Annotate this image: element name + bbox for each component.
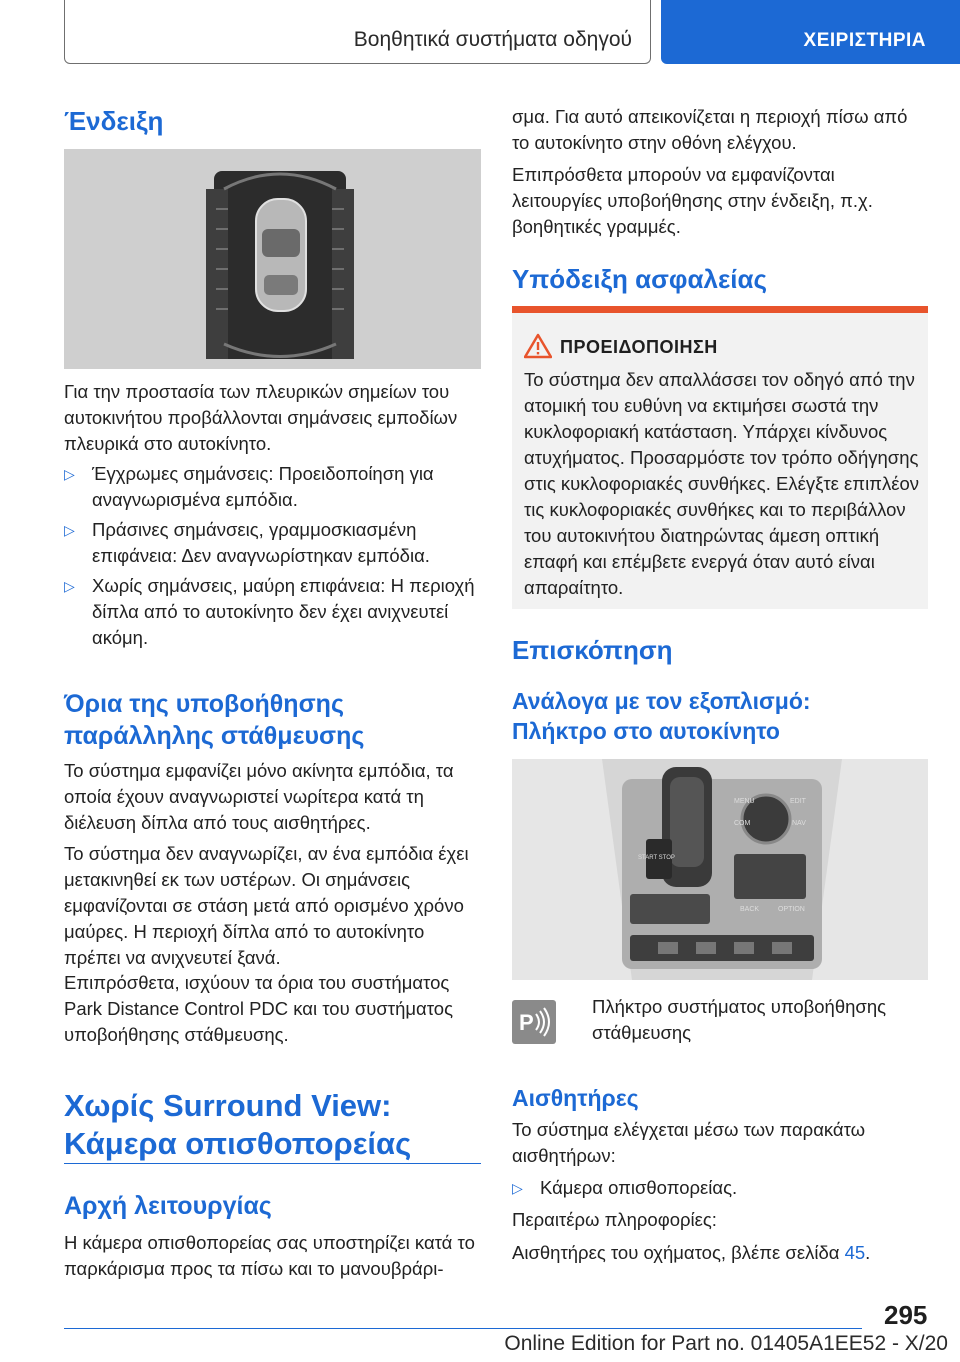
center-console-illustration — [512, 759, 928, 980]
camera-heading-line-1: Χωρίς Surround View: — [64, 1088, 392, 1123]
camera-heading — [64, 1087, 481, 1163]
equipment-heading-line-1: Ανάλογα με τον εξοπλισμό: — [512, 688, 811, 714]
svg-text:P: P — [519, 1010, 534, 1035]
safety-heading: Υπόδειξη ασφαλείας — [512, 264, 768, 294]
reference-text: Αισθητήρες του οχήματος, βλέπε σελίδα — [512, 1242, 845, 1263]
page-number: 295 — [884, 1300, 928, 1330]
limits-paragraph-1: Το σύστημα εμφανίζει μόνο ακίνητα εμπόδια, τα οποία έχουν αναγνωριστεί νωρίτερα κατά τη διέλευση δίπλα από τους αισθητήρες. — [64, 760, 454, 833]
sensors-reference — [512, 1240, 928, 1266]
display-text: Για την προστασία των πλευρικών σημείων του αυτοκινήτου προβάλλονται σημάνσεις εμποδίων πλευρικά στο αυτοκίνητο. — [64, 381, 458, 454]
principle-text: Η κάμερα οπισθοπορείας σας υποστηρίζει κατά το παρκάρισμα προς τα πίσω και το μανουβράρι- — [64, 1232, 475, 1279]
section-divider — [64, 1163, 481, 1164]
console-label-com: COM — [734, 820, 751, 827]
equipment-heading-line-2: Πλήκτρο στο αυτοκίνητο — [512, 718, 780, 744]
reference-end: . — [865, 1242, 871, 1263]
footer-edition: Online Edition for Part no. 01405A1EE52 - X/20 — [504, 1332, 948, 1355]
console-label-back: BACK — [740, 906, 760, 913]
header-section-tab — [64, 0, 651, 64]
console-label-option: OPTION — [778, 906, 805, 913]
more-info-label: Περαιτέρω πληροφορίες: — [512, 1209, 717, 1230]
equipment-heading — [512, 686, 928, 746]
overview-heading: Επισκόπηση — [512, 635, 673, 665]
camera-heading-line-2: Κάμερα οπισθοπορείας — [64, 1126, 412, 1161]
list-item-text: Πράσινες σημάνσεις, γραμμοσκιασμένη επιφάνεια: Δεν αναγνωρίστηκαν εμπόδια. — [92, 519, 430, 566]
parking-assist-button-icon — [512, 1000, 556, 1044]
list-item — [64, 517, 481, 569]
warning-text: Το σύστημα δεν απαλλάσσει τον οδηγό από την ατομική του ευθύνη να εκτιμήσει σωστά την κυκλοφοριακή κατάσταση. Υπάρχει κίνδυνος ατυχήματος. Προσαρμόστε τον τρόπο οδήγησης στις κυκλοφοριακές συνθήκες. Ελέγξτε επιπλέον τις κυκλοφοριακές συνθήκες και το περιβάλλον του αυτοκινήτου διατηρώντας άμεση οπτική επαφή και επέμβετε ενεργά όταν αυτό είναι απαραίτητο. — [524, 369, 919, 598]
footer-divider — [64, 1328, 862, 1329]
parking-display-illustration — [64, 149, 481, 369]
list-item-text: Έγχρωμες σημάνσεις: Προειδοποίηση για αναγνωρισμένα εμπόδια. — [92, 463, 434, 510]
header-chapter-title: ΧΕΙΡΙΣΤΗΡΙΑ — [803, 30, 926, 51]
display-heading: Ένδειξη — [64, 106, 164, 136]
console-label-menu: MENU — [734, 798, 755, 805]
warning-box — [512, 306, 928, 609]
bullet-triangle-icon: ▷ — [64, 522, 75, 538]
page-link[interactable]: 45 — [844, 1242, 866, 1263]
console-label-start-stop: START STOP — [638, 855, 675, 861]
bullet-triangle-icon: ▷ — [64, 466, 75, 482]
sensors-text: Το σύστημα ελέγχεται μέσω των παρακάτω αισθητήρων: — [512, 1119, 866, 1166]
list-item — [64, 461, 481, 513]
console-label-edit: EDIT — [790, 798, 806, 805]
list-item-text: Κάμερα οπισθοπορείας. — [540, 1177, 738, 1198]
list-item — [512, 1175, 928, 1201]
header-chapter-tab[interactable] — [661, 0, 960, 64]
list-item — [64, 573, 481, 651]
list-item-text: Χωρίς σημάνσεις, μαύρη επιφάνεια: Η περιοχή δίπλα από το αυτοκίνητο δεν έχει ανιχνευτεί ακόμη. — [92, 575, 475, 648]
bullet-triangle-icon: ▷ — [512, 1180, 523, 1196]
principle-heading: Αρχή λειτουργίας — [64, 1192, 272, 1220]
button-caption: Πλήκτρο συστήματος υποβοήθησης στάθμευσης — [592, 996, 887, 1043]
header-section-title: Βοηθητικά συστήματα οδηγού — [353, 28, 632, 51]
sensors-heading: Αισθητήρες — [512, 1085, 639, 1111]
console-label-nav: NAV — [792, 820, 806, 827]
extra-text: Επιπρόσθετα μπορούν να εμφανίζονται λειτουργίες υποβοήθησης στην ένδειξη, π.χ. βοηθητικές γραμμές. — [512, 164, 873, 237]
limits-heading: Όρια της υποβοήθησης παράλληλης στάθμευσης — [64, 690, 365, 750]
warning-title: ΠΡΟΕΙΔΟΠΟΙΗΣΗ — [560, 337, 718, 357]
limits-paragraph-3: Επιπρόσθετα, ισχύουν τα όρια του συστήματος Park Distance Control PDC και του συστήματος υποβοήθησης στάθμευσης. — [64, 972, 453, 1045]
limits-paragraph-2: Το σύστημα δεν αναγνωρίζει, αν ένα εμπόδια έχει μετακινηθεί εκ των υστέρων. Οι σημάνσεις εμφανίζονται σε στάση μετά από ορισμένο χρόνο μαύρες. Η περιοχή δίπλα από το αυτοκίνητο πρέπει να ανιχνευτεί ξανά. — [64, 843, 469, 968]
warning-triangle-icon — [524, 333, 552, 359]
parking-display-image — [64, 149, 481, 369]
center-console-image — [512, 759, 928, 980]
continued-text: σμα. Για αυτό απεικονίζεται η περιοχή πίσω από το αυτοκίνητο στην οθόνη ελέγχου. — [512, 106, 908, 153]
bullet-triangle-icon: ▷ — [64, 578, 75, 594]
